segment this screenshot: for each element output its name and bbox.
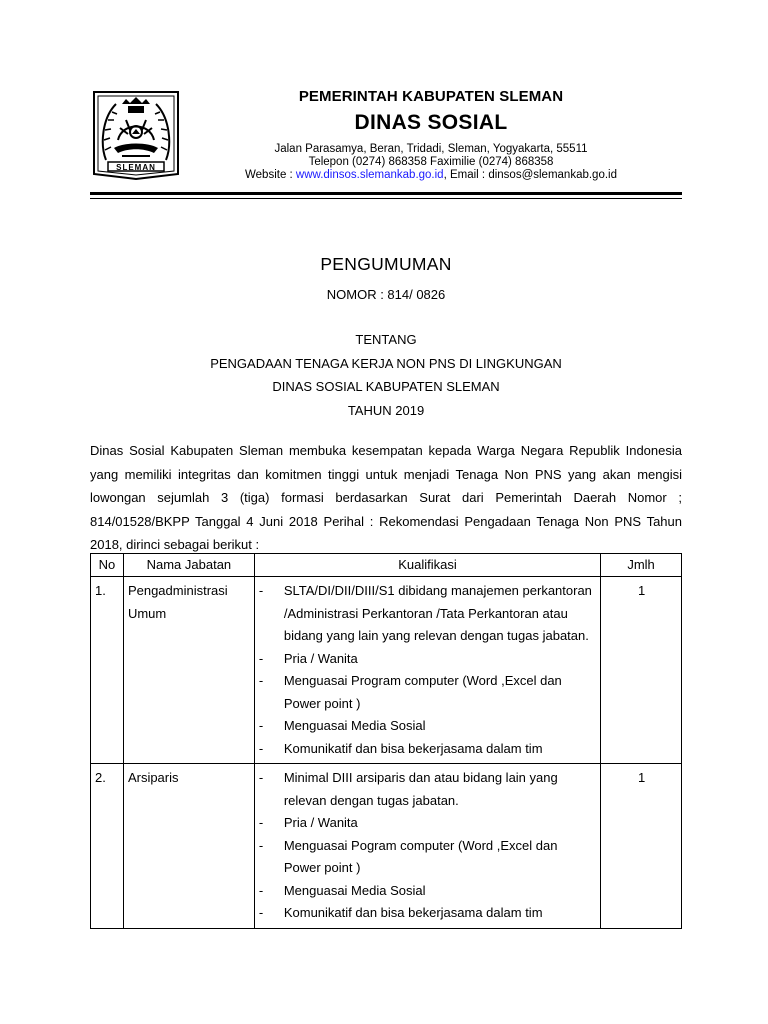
subject-line-tentang: TENTANG <box>355 332 417 347</box>
subject-line-title: PENGADAAN TENAGA KERJA NON PNS DI LINGKUNGAN <box>210 355 562 371</box>
table-row <box>91 764 682 929</box>
sleman-coat-of-arms-logo <box>92 90 180 180</box>
subject-line-year: TAHUN 2019 <box>347 402 425 418</box>
table-header-row <box>91 554 682 577</box>
logo-text: SLEMAN <box>116 163 156 172</box>
row-number: 1. <box>91 577 124 764</box>
qualification-item: - Minimal DIII arsiparis dan atau bidang lain yang relevan dengan tugas jabatan. <box>258 770 558 808</box>
phone-fax: Telepon (0274) 868358 Faximilie (0274) 868358 <box>308 156 554 168</box>
subject-line-agency: DINAS SOSIAL KABUPATEN SLEMAN <box>272 379 500 394</box>
position-count: 1 <box>601 764 682 929</box>
header-no: No <box>91 554 124 577</box>
letterhead-text <box>182 84 680 182</box>
qualification-item: - Menguasai Media Sosial <box>258 718 426 733</box>
qualification-item: - Menguasai Pogram computer (Word ,Excel dan Power point ) <box>258 837 558 875</box>
qualification-item: - Pria / Wanita <box>258 815 358 830</box>
announcement-title: PENGUMUMAN <box>320 254 452 274</box>
position-count: 1 <box>601 577 682 764</box>
qualification-item: - Menguasai Program computer (Word ,Excel dan Power point ) <box>258 673 562 711</box>
header-count: Jmlh <box>601 554 682 577</box>
qualification-item: - Komunikatif dan bisa bekerjasama dalam tim <box>258 740 543 756</box>
qualification-cell <box>254 764 600 929</box>
announcement-subject <box>90 328 682 422</box>
announcement-number: NOMOR : 814/ 0826 <box>326 287 446 302</box>
vacancy-table <box>90 553 682 929</box>
header-qualification: Kualifikasi <box>254 554 600 577</box>
announcement-body: Dinas Sosial Kabupaten Sleman membuka kesempatan kepada Warga Negara Republik Indonesia yang memiliki integritas dan komitmen tinggi untuk menjadi Tenaga Non PNS yang akan mengisi lowongan sejumlah 3 (tiga) formasi berdasarkan Surat dari Pemerintah Daerah Nomor ; 814/01528/BKPP Tanggal 4 Juni 2018 Perihal : Rekomendasi Pengadaan Tenaga Non PNS Tahun 2018, dirinci sebagai berikut : <box>90 443 682 552</box>
address: Jalan Parasamya, Beran, Tridadi, Sleman, Yogyakarta, 55511 <box>274 143 588 155</box>
letterhead <box>90 84 680 194</box>
website-link[interactable]: www.dinsos.slemankab.go.id <box>295 169 444 181</box>
header-position: Nama Jabatan <box>123 554 254 577</box>
letterhead-rule-thin <box>90 198 682 199</box>
department-name: DINAS SOSIAL <box>354 111 508 134</box>
website-email <box>182 169 680 182</box>
qualification-item: - Pria / Wanita <box>258 650 358 666</box>
website-label: Website : <box>245 169 296 181</box>
position-name: Pengadministrasi Umum <box>123 577 254 764</box>
qualification-item: - Komunikatif dan bisa bekerjasama dalam tim <box>258 905 543 920</box>
table-row <box>91 577 682 764</box>
position-name: Arsiparis <box>123 764 254 929</box>
email-text: , Email : dinsos@slemankab.go.id <box>443 169 617 181</box>
row-number: 2. <box>91 764 124 929</box>
letterhead-rule-thick <box>90 192 682 195</box>
qualification-cell <box>254 577 600 764</box>
qualification-item: - Menguasai Media Sosial <box>258 882 426 898</box>
qualification-item: - SLTA/DI/DII/DIII/S1 dibidang manajemen perkantoran /Administrasi Perkantoran /Tata Perkantoran atau bidang yang lain yang relevan dengan tugas jabatan. <box>258 583 592 643</box>
government-name: PEMERINTAH KABUPATEN SLEMAN <box>298 88 564 105</box>
